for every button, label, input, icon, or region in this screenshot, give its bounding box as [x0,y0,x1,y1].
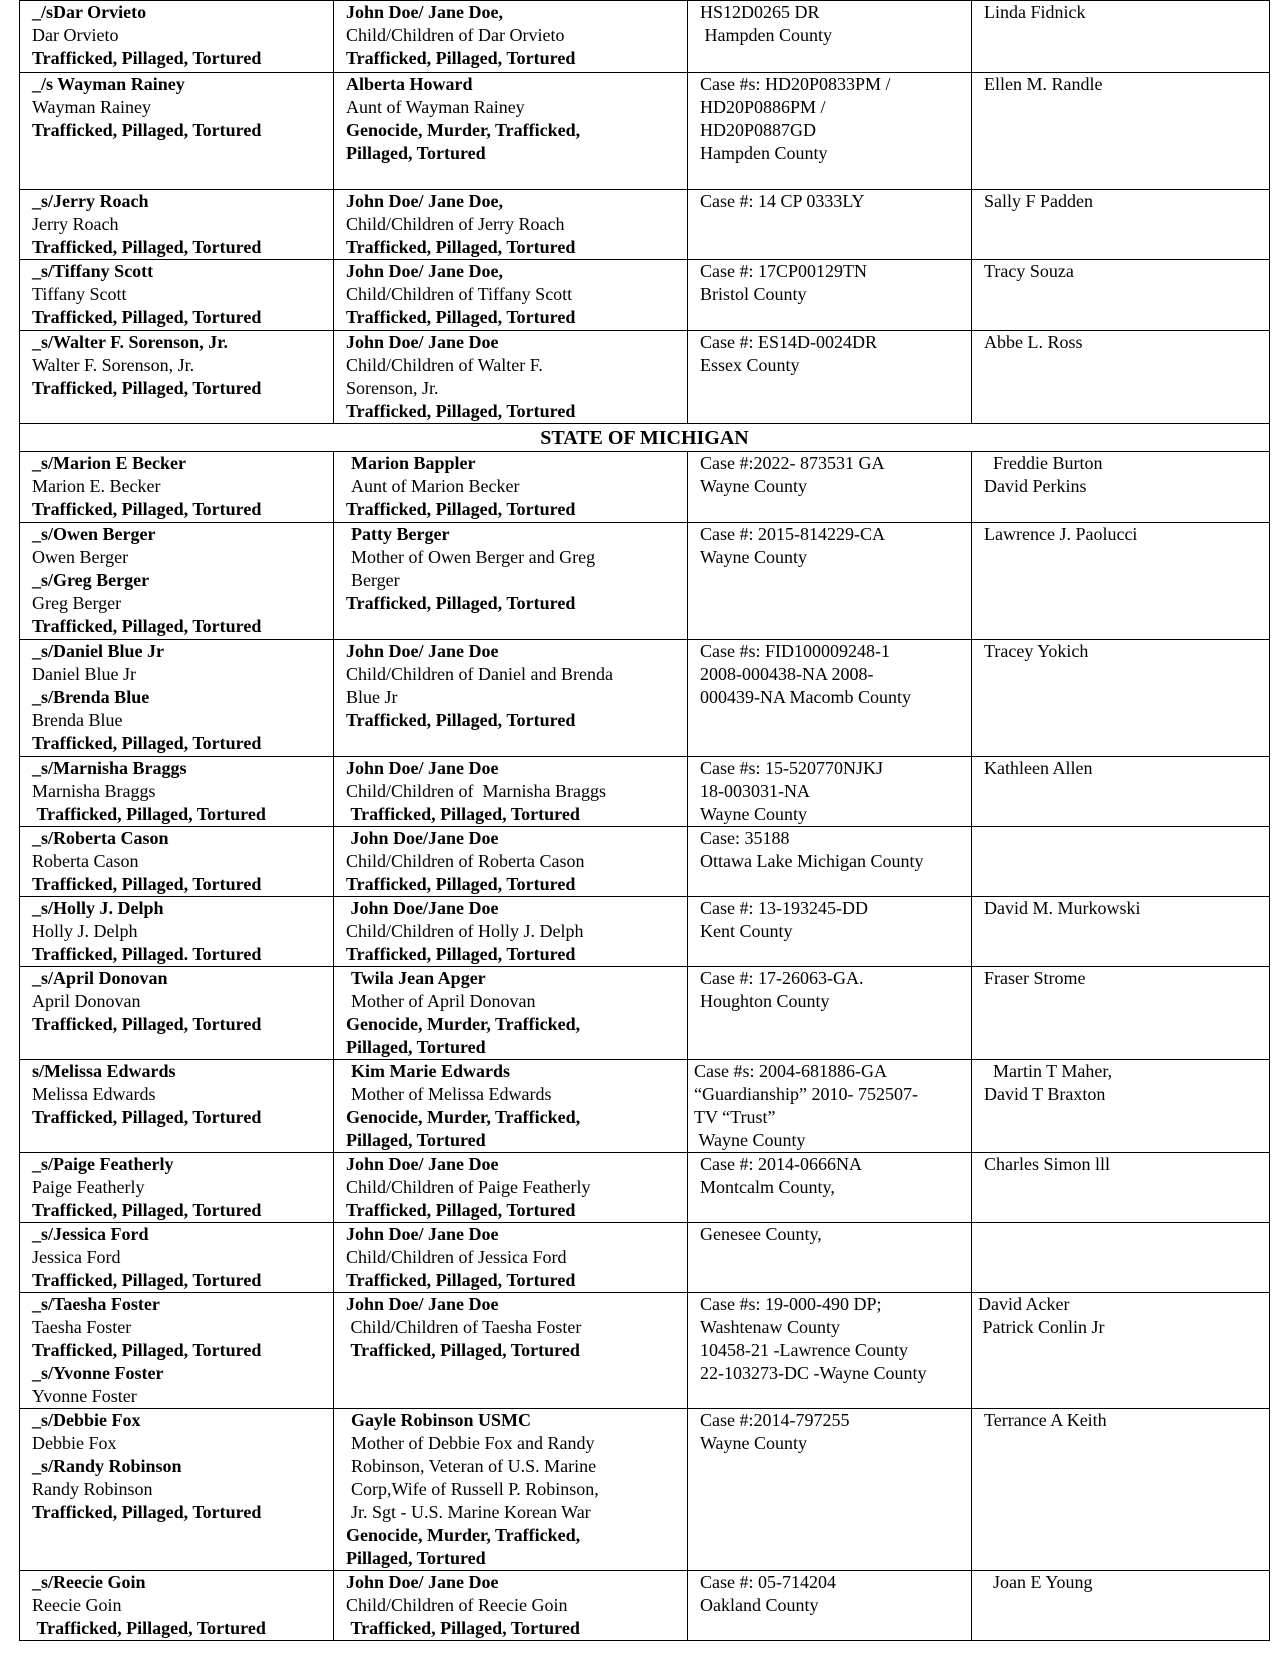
table-row [20,73,1270,190]
cell-line: John Doe/ Jane Doe, [346,261,503,281]
cell-line: Wayne County [700,547,808,567]
cell-line: Lawrence J. Paolucci [984,524,1138,544]
cell-line: Walter F. Sorenson, Jr. [32,355,195,375]
cell-line: Case #:2014-797255 [700,1410,850,1430]
petitioner-cell [20,73,334,190]
cell-line: Jerry Roach [32,214,119,234]
cell-line: Trafficked, Pillaged, Tortured [32,48,262,68]
cell-line: 000439-NA Macomb County [700,687,911,707]
case-cell [688,1571,972,1641]
cell-line: Mother of April Donovan [351,991,536,1011]
table-row [20,1,1270,73]
case-cell [688,967,972,1060]
official-cell [972,331,1270,424]
cell-line: Brenda Blue [32,710,123,730]
cell-line: Trafficked, Pillaged, Tortured [32,307,262,327]
cell-line: Essex County [700,355,800,375]
cell-line: _s/Brenda Blue [32,687,150,707]
cell-line: Trafficked, Pillaged, Tortured [32,1200,262,1220]
cell-line: Case #s: FID100009248-1 [700,641,890,661]
cell-line: Case #s: 2004-681886-GA [694,1061,887,1081]
petitioner-cell [20,1571,334,1641]
cell-line: Robinson, Veteran of U.S. Marine [351,1456,597,1476]
petitioner-cell [20,1293,334,1409]
cell-line: Child/Children of Jerry Roach [346,214,565,234]
official-cell [972,190,1270,260]
cell-line: Daniel Blue Jr [32,664,136,684]
official-cell [972,1293,1270,1409]
cell-line: 22-103273-DC -Wayne County [700,1363,927,1383]
representative-cell [334,1060,688,1153]
table-row [20,1153,1270,1223]
case-cell [688,452,972,523]
cell-line: Trafficked, Pillaged, Tortured [346,401,576,421]
table-row [20,757,1270,827]
cell-line: Blue Jr [346,687,398,707]
cell-line: John Doe/ Jane Doe, [346,2,503,22]
cell-line: _s/Taesha Foster [32,1294,160,1314]
cell-line: Child/Children of Dar Orvieto [346,25,565,45]
cell-line: TV “Trust” [694,1107,776,1127]
cell-line: _s/Tiffany Scott [32,261,154,281]
cell-line: David T Braxton [984,1084,1106,1104]
cell-line: Trafficked, Pillaged, Tortured [32,1618,266,1638]
cell-line: Pillaged, Tortured [346,1130,486,1150]
table-row [20,640,1270,757]
cell-line: “Guardianship” 2010- 752507- [694,1084,918,1104]
cell-line: Montcalm County, [700,1177,835,1197]
case-cell [688,1,972,73]
cell-line: David M. Murkowski [984,898,1141,918]
representative-cell [334,897,688,967]
cell-line: John Doe/ Jane Doe [346,641,499,661]
table-row [20,523,1270,640]
cell-line: Wayne County [694,1130,806,1150]
case-cell [688,1293,972,1409]
cell-line: Child/Children of Reecie Goin [346,1595,568,1615]
cell-line: Case #: 17-26063-GA. [700,968,864,988]
cell-line: Fraser Strome [984,968,1086,988]
cell-line: Child/Children of Roberta Cason [346,851,585,871]
representative-cell [334,452,688,523]
cell-line: Berger [351,570,400,590]
cell-line: Trafficked, Pillaged, Tortured [346,307,576,327]
cell-line: Case #s: 19-000-490 DP; [700,1294,882,1314]
table-row [20,827,1270,897]
cell-line: Case #: 17CP00129TN [700,261,868,281]
cell-line: April Donovan [32,991,141,1011]
cell-line: Washtenaw County [700,1317,841,1337]
petitioner-cell [20,452,334,523]
cell-line: John Doe/ Jane Doe [346,1572,499,1592]
cell-line: John Doe/ Jane Doe, [346,191,503,211]
cell-line: Jr. Sgt - U.S. Marine Korean War [351,1502,591,1522]
cell-line: Child/Children of Paige Featherly [346,1177,591,1197]
cell-line: _/sDar Orvieto [32,2,147,22]
cell-line: Kim Marie Edwards [351,1061,510,1081]
cell-line: Marion E. Becker [32,476,161,496]
cell-line: HS12D0265 DR [700,2,820,22]
cell-line: Jessica Ford [32,1247,121,1267]
case-cell [688,73,972,190]
cell-line: HD20P0887GD [700,120,817,140]
cell-line: _s/Owen Berger [32,524,156,544]
cell-line: John Doe/ Jane Doe [346,1294,499,1314]
cell-line: Wayman Rainey [32,97,152,117]
cell-line: Wayne County [700,1433,808,1453]
representative-cell [334,1153,688,1223]
cell-line: Trafficked, Pillaged, Tortured [32,499,262,519]
table-row [20,1571,1270,1641]
representative-cell [334,1409,688,1571]
cell-line: Case: 35188 [700,828,790,848]
cell-line: Trafficked, Pillaged, Tortured [346,710,576,730]
cell-line: John Doe/ Jane Doe [346,1224,499,1244]
petitioner-cell [20,1223,334,1293]
cell-line: Trafficked, Pillaged, Tortured [346,1270,576,1290]
cell-line: Trafficked, Pillaged, Tortured [346,1618,580,1638]
state-heading-row [20,424,1270,452]
cell-line: Genocide, Murder, Trafficked, [346,1525,581,1545]
cell-line: Genesee County, [700,1224,822,1244]
cell-line: _s/Reecie Goin [32,1572,146,1592]
petitioner-cell [20,523,334,640]
cell-line: Kent County [700,921,793,941]
cell-line: Charles Simon lll [984,1154,1110,1174]
cell-line: Yvonne Foster [32,1386,137,1406]
cell-line: Gayle Robinson USMC [351,1410,532,1430]
case-cell [688,190,972,260]
case-cell [688,757,972,827]
cell-line: Mother of Melissa Edwards [351,1084,552,1104]
representative-cell [334,1571,688,1641]
case-cell [688,523,972,640]
petitioner-cell [20,827,334,897]
cell-line: Tracy Souza [984,261,1074,281]
cell-line: 18-003031-NA [700,781,810,801]
signatory-table-body [20,1,1270,1641]
cell-line: Trafficked, Pillaged, Tortured [32,1340,262,1360]
cell-line: _s/Walter F. Sorenson, Jr. [32,332,229,352]
petitioner-cell [20,757,334,827]
cell-line: Houghton County [700,991,830,1011]
cell-line: Trafficked, Pillaged, Tortured [32,1107,262,1127]
case-cell [688,1153,972,1223]
official-cell [972,260,1270,331]
cell-line: _s/Jessica Ford [32,1224,149,1244]
signatory-table [19,0,1270,1641]
cell-line: Case #: ES14D-0024DR [700,332,877,352]
representative-cell [334,190,688,260]
cell-line: Trafficked, Pillaged, Tortured [32,1270,262,1290]
cell-line: Reecie Goin [32,1595,122,1615]
cell-line: Trafficked, Pillaged. Tortured [32,944,262,964]
cell-line: Tiffany Scott [32,284,127,304]
cell-line: Tracey Yokich [984,641,1089,661]
cell-line: Oakland County [700,1595,819,1615]
case-cell [688,827,972,897]
table-row [20,967,1270,1060]
cell-line: Dar Orvieto [32,25,119,45]
cell-line: _s/Roberta Cason [32,828,169,848]
petitioner-cell [20,1060,334,1153]
cell-line: Corp,Wife of Russell P. Robinson, [351,1479,599,1499]
cell-line: Owen Berger [32,547,129,567]
official-cell [972,640,1270,757]
cell-line: Mother of Owen Berger and Greg [351,547,596,567]
table-row [20,260,1270,331]
table-row [20,452,1270,523]
cell-line: Sally F Padden [984,191,1094,211]
representative-cell [334,827,688,897]
cell-line: Child/Children of Daniel and Brenda [346,664,613,684]
cell-line: Greg Berger [32,593,122,613]
cell-line: Marion Bappler [351,453,476,473]
official-cell [972,757,1270,827]
case-cell [688,1223,972,1293]
table-row [20,1223,1270,1293]
cell-line: _s/Daniel Blue Jr [32,641,165,661]
cell-line: Child/Children of Tiffany Scott [346,284,573,304]
representative-cell [334,1223,688,1293]
cell-line: _s/Paige Featherly [32,1154,174,1174]
cell-line: Trafficked, Pillaged, Tortured [32,1502,262,1522]
cell-line: John Doe/ Jane Doe [346,332,499,352]
cell-line: Case #s: 15-520770NJKJ [700,758,883,778]
official-cell [972,73,1270,190]
cell-line: John Doe/Jane Doe [346,898,499,918]
cell-line: _s/Greg Berger [32,570,150,590]
cell-line: Pillaged, Tortured [346,1548,486,1568]
cell-line: Child/Children of Marnisha Braggs [346,781,606,801]
petitioner-cell [20,260,334,331]
cell-line: Child/Children of Taesha Foster [346,1317,582,1337]
cell-line: Child/Children of Walter F. [346,355,543,375]
cell-line: Pillaged, Tortured [346,143,486,163]
cell-line: Bristol County [700,284,807,304]
cell-line: John Doe/ Jane Doe [346,1154,499,1174]
cell-line: Terrance A Keith [984,1410,1107,1430]
official-cell [972,1409,1270,1571]
cell-line: Case #: 2014-0666NA [700,1154,862,1174]
cell-line: Trafficked, Pillaged, Tortured [346,499,576,519]
state-heading: STATE OF MICHIGAN [20,424,1270,452]
cell-line: Trafficked, Pillaged, Tortured [32,120,262,140]
cell-line: _s/Debbie Fox [32,1410,141,1430]
cell-line: Alberta Howard [346,74,473,94]
cell-line: _s/Yvonne Foster [32,1363,164,1383]
official-cell [972,1223,1270,1293]
cell-line: John Doe/Jane Doe [346,828,499,848]
cell-line: Randy Robinson [32,1479,153,1499]
cell-line: David Perkins [984,476,1087,496]
case-cell [688,331,972,424]
representative-cell [334,1293,688,1409]
cell-line: Child/Children of Jessica Ford [346,1247,567,1267]
cell-line: _s/Marnisha Braggs [32,758,187,778]
cell-line: Trafficked, Pillaged, Tortured [346,237,576,257]
cell-line: Trafficked, Pillaged, Tortured [32,237,262,257]
cell-line: _s/Randy Robinson [32,1456,182,1476]
cell-line: Holly J. Delph [32,921,138,941]
cell-line: Trafficked, Pillaged, Tortured [346,944,576,964]
petitioner-cell [20,967,334,1060]
petitioner-cell [20,1153,334,1223]
cell-line: _s/Marion E Becker [32,453,186,473]
cell-line: _/s Wayman Rainey [32,74,185,94]
cell-line: _s/Jerry Roach [32,191,149,211]
cell-line: Abbe L. Ross [984,332,1083,352]
cell-line: John Doe/ Jane Doe [346,758,499,778]
table-row [20,190,1270,260]
cell-line: Trafficked, Pillaged, Tortured [346,1200,576,1220]
representative-cell [334,331,688,424]
cell-line: Trafficked, Pillaged, Tortured [346,593,576,613]
representative-cell [334,757,688,827]
cell-line: Genocide, Murder, Trafficked, [346,1107,581,1127]
cell-line: Case #:2022- 873531 GA [700,453,885,473]
cell-line: Roberta Cason [32,851,139,871]
cell-line: Wayne County [700,476,808,496]
official-cell [972,1153,1270,1223]
cell-line: Mother of Debbie Fox and Randy [351,1433,595,1453]
official-cell [972,1060,1270,1153]
cell-line: HD20P0886PM / [700,97,826,117]
official-cell [972,1,1270,73]
representative-cell [334,523,688,640]
table-row [20,1409,1270,1571]
cell-line: Sorenson, Jr. [346,378,439,398]
cell-line: Marnisha Braggs [32,781,156,801]
cell-line: Wayne County [700,804,808,824]
case-cell [688,640,972,757]
cell-line: Trafficked, Pillaged, Tortured [32,733,262,753]
table-row [20,897,1270,967]
cell-line: Joan E Young [984,1572,1093,1592]
cell-line: Martin T Maher, [984,1061,1113,1081]
case-cell [688,897,972,967]
cell-line: Trafficked, Pillaged, Tortured [346,874,576,894]
official-cell [972,1571,1270,1641]
cell-line: Case #: 05-714204 [700,1572,836,1592]
petitioner-cell [20,1,334,73]
cell-line: Ottawa Lake Michigan County [700,851,924,871]
cell-line: s/Melissa Edwards [32,1061,176,1081]
petitioner-cell [20,190,334,260]
cell-line: Case #: 13-193245-DD [700,898,868,918]
cell-line: Case #s: HD20P0833PM / [700,74,891,94]
cell-line: Trafficked, Pillaged, Tortured [346,48,576,68]
cell-line: Trafficked, Pillaged, Tortured [32,616,262,636]
cell-line: Trafficked, Pillaged, Tortured [32,1014,262,1034]
cell-line: Debbie Fox [32,1433,117,1453]
petitioner-cell [20,331,334,424]
cell-line: Trafficked, Pillaged, Tortured [32,378,262,398]
cell-line: Trafficked, Pillaged, Tortured [346,1340,580,1360]
table-row [20,1293,1270,1409]
cell-line: Paige Featherly [32,1177,145,1197]
cell-line: Case #: 14 CP 0333LY [700,191,865,211]
cell-line: Patty Berger [351,524,450,544]
representative-cell [334,260,688,331]
cell-line: Child/Children of Holly J. Delph [346,921,584,941]
case-cell [688,1409,972,1571]
cell-line: Genocide, Murder, Trafficked, [346,120,581,140]
cell-line: Twila Jean Apger [351,968,486,988]
cell-line: _s/April Donovan [32,968,168,988]
cell-line: Aunt of Marion Becker [351,476,520,496]
cell-line: _s/Holly J. Delph [32,898,164,918]
official-cell [972,523,1270,640]
official-cell [972,827,1270,897]
cell-line: Case #: 2015-814229-CA [700,524,885,544]
cell-line: Freddie Burton [984,453,1103,473]
case-cell [688,260,972,331]
official-cell [972,967,1270,1060]
cell-line: Hampden County [700,143,828,163]
cell-line: Genocide, Murder, Trafficked, [346,1014,581,1034]
cell-line: Linda Fidnick [984,2,1086,22]
cell-line: Trafficked, Pillaged, Tortured [32,804,266,824]
case-cell [688,1060,972,1153]
cell-line: Aunt of Wayman Rainey [346,97,525,117]
representative-cell [334,967,688,1060]
representative-cell [334,1,688,73]
cell-line: Melissa Edwards [32,1084,156,1104]
petitioner-cell [20,897,334,967]
petitioner-cell [20,1409,334,1571]
cell-line: Taesha Foster [32,1317,132,1337]
cell-line: Patrick Conlin Jr [978,1317,1105,1337]
official-cell [972,897,1270,967]
cell-line: Kathleen Allen [984,758,1093,778]
cell-line: Hampden County [700,25,832,45]
cell-line: David Acker [978,1294,1070,1314]
cell-line: 10458-21 -Lawrence County [700,1340,908,1360]
cell-line: 2008-000438-NA 2008- [700,664,874,684]
cell-line: Pillaged, Tortured [346,1037,486,1057]
official-cell [972,452,1270,523]
table-row [20,331,1270,424]
petitioner-cell [20,640,334,757]
representative-cell [334,640,688,757]
table-row [20,1060,1270,1153]
representative-cell [334,73,688,190]
cell-line: Trafficked, Pillaged, Tortured [32,874,262,894]
cell-line: Ellen M. Randle [984,74,1103,94]
cell-line: Trafficked, Pillaged, Tortured [346,804,580,824]
